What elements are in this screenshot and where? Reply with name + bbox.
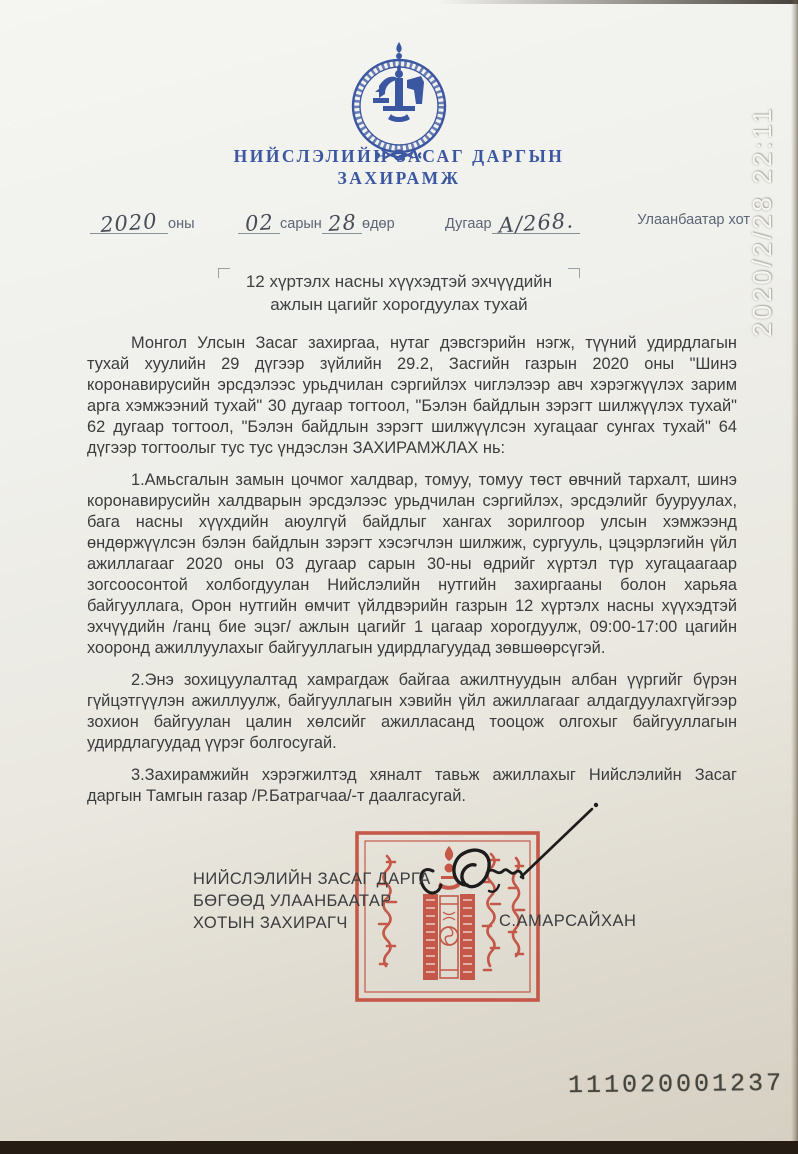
clause-1-paragraph: 1.Амьсгалын замын цочмог халдвар, томуу, томуу төст өвчний тархалт, шинэ коронавирусийн халдварын эрсдэлээс урьдчилан сэргийлэх, эрсдэлийг бууруулах, бага насны хүүхдийн аюулгүй байдлыг хангах зорилгоор улсын хэмжээнд өндөржүүлсэн бэлэн байдлын зэрэгт хэсэгчлэн шилжиж, сургууль, цэцэрлэгийн үйл ажиллагааг 2020 оны 03 дугаар сарын 30-ны өдрийг хүртэл түр хугацаагаар зогсоосонтой холбогдуулан Нийслэлийн нутгийн захиргааны болон харьяа байгууллага, Орон нутгийн өмчит үйлдвэрийн газрын 12 хүртэлх насны хүүхэдтэй эхчүүдийн /ганц бие эцэг/ ажлын цагийг 1 цагаар хорогдуулж, 09:00-17:00 цагийн хооронд ажиллуулахыг байгууллагын удирдлагуудад зөвшөөрсүгэй. (87, 471, 737, 657)
year-blank (90, 209, 168, 237)
decree-body (87, 333, 737, 818)
dateline (90, 196, 750, 242)
decree-number-field (445, 208, 580, 238)
month-blank (238, 209, 280, 234)
city-label: Улаанбаатар хот (637, 212, 750, 228)
org-title-line2: ЗАХИРАМЖ (337, 168, 461, 188)
day-handwritten: 28 (326, 210, 358, 236)
title-corner-right (568, 268, 580, 278)
photo-top-edge (0, 0, 798, 4)
org-title-line1: НИЙСЛЭЛИЙН ЗАСАГ ДАРГЫН (233, 146, 565, 166)
clause-2-paragraph: 2.Энэ зохицуулалтад хамрагдаж байгаа ажилтнуудын албан үүргийг бүрэн гүйцэтгүүлэн ажиллуулж, байгууллагын хэвийн үйл ажиллагааг алдагдуулахгүйгээр зохион байгуулан цалин хөлсийг ажилласанд тооцож олгохыг байгууллагын удирдлагуудад үүрэг болгосугай. (87, 671, 737, 752)
preamble-paragraph: Монгол Улсын Засаг захиргаа, нутаг дэвсгэрийн нэгж, түүний удирдлагын тухай хуулийн 29 дүгээр зүйлийн 29.2, Засгийн газрын 2020 оны "Шинэ коронавирусийн эрсдэлээс урьдчилан сэргийлэх чиглэлээр авч хэрэгжүүлэх зарим арга хэмжээний тухай" 30 дугаар тогтоол, "Бэлэн байдлын зэрэгт шилжүүлэх тухай" 62 дугаар тогтоол, "Бэлэн байдлын зэрэгт шилжүүлсэн хугацааг сунгах тухай" 64 дүгээр тогтоолыг тус тус үндэслэн ЗАХИРАМЖЛАХ нь: (87, 334, 737, 457)
title-line2: ажлын цагийг хорогдуулах тухай (270, 295, 528, 314)
signatory-name: С.АМАРСАЙХАН (499, 912, 637, 930)
clause-3-paragraph: 3.Захирамжийн хэрэгжилтэд хяналт тавьж ажиллахыг Нийслэлийн Засаг даргын Тамгын газар /Р.Батрагчаа/-т даалгасугай. (87, 766, 737, 805)
number-handwritten: А/268. (497, 208, 575, 238)
year-handwritten: 2020 (99, 209, 159, 237)
paper-right-edge (791, 0, 798, 1142)
title-corner-left (218, 268, 230, 278)
signatory-title (193, 868, 431, 934)
signatory-title-line1: НИЙСЛЭЛИЙН ЗАСАГ ДАРГА (193, 870, 431, 888)
date-year-field (90, 209, 195, 237)
letterhead-org-title (0, 146, 798, 189)
signatory-title-line2: БӨГӨӨД УЛААНБААТАР (193, 892, 392, 910)
month-label: сарын (280, 216, 322, 232)
camera-timestamp: 2020/2/28 22:11 (747, 105, 777, 337)
title-line1: 12 хүртэлх насны хүүхэдтэй эхчүүдийн (245, 272, 553, 291)
document-title (0, 266, 798, 316)
date-day-field (322, 209, 395, 234)
registration-number: 111020001237 (567, 1068, 785, 1101)
year-label: оны (168, 216, 195, 232)
number-blank (492, 208, 580, 238)
day-blank (322, 209, 362, 234)
month-handwritten: 02 (243, 210, 275, 236)
date-month-field (238, 209, 322, 234)
number-label: Дугаар (445, 216, 492, 232)
signatory-title-line3: ХОТЫН ЗАХИРАГЧ (193, 914, 348, 932)
photo-bottom-edge (0, 1141, 798, 1154)
day-label: өдөр (362, 216, 395, 232)
